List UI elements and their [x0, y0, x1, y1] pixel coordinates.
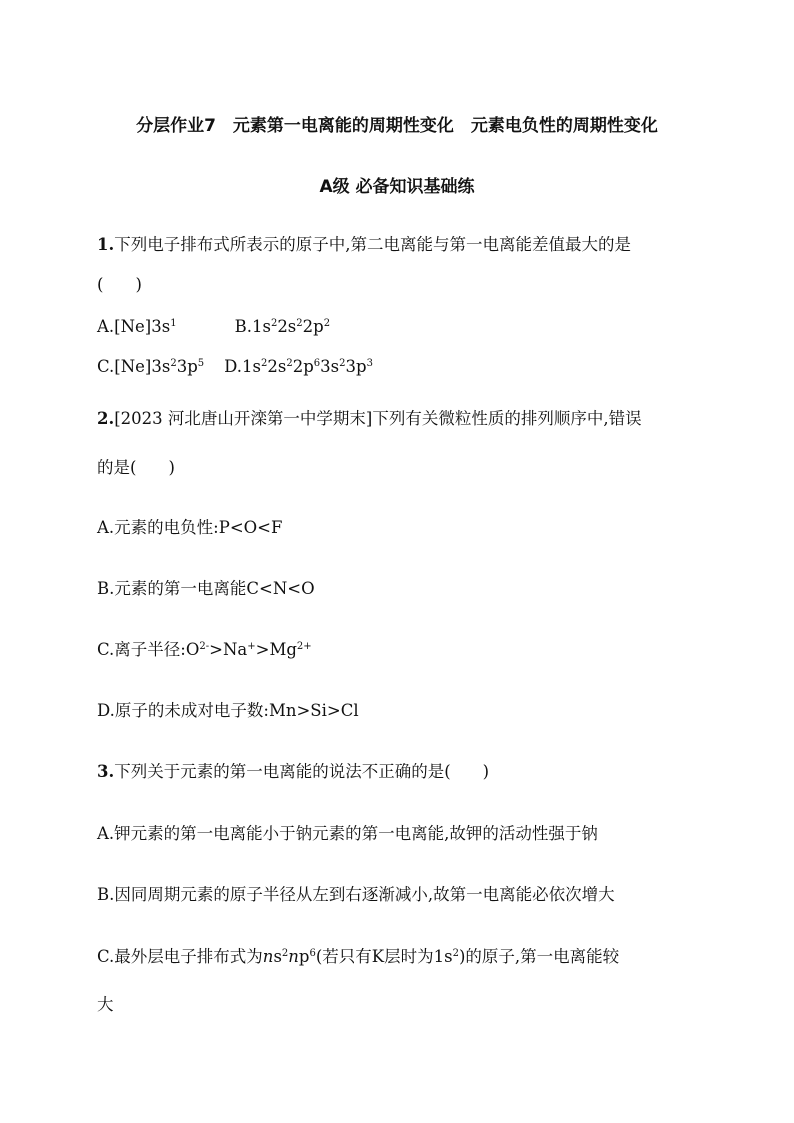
question-3-stem: 3.下列关于元素的第一电离能的说法不正确的是( ) [97, 762, 490, 781]
question-2-option-a: A.元素的电负性:P<O<F [97, 518, 283, 537]
question-2-stem [97, 408, 642, 430]
question-number: 3. [97, 762, 115, 781]
option-c: $C.[Ne]3s^23p^5$ [97, 357, 205, 376]
option-b: $B.1s^22s^22p^2$ [234, 317, 331, 336]
question-2-option-c: C.离子半径$:O^{2-}>Na^+>Mg^{2+}$ [97, 640, 312, 659]
question-1-options-row-1 [97, 316, 330, 338]
question-1-answer-bracket: ( ) [97, 275, 142, 294]
question-2-stem-continued: 的是( ) [97, 458, 175, 477]
question-1-stem [97, 234, 631, 256]
question-source: [2023 河北唐山开滦第一中学期末] [114, 409, 373, 428]
question-text: 下列电子排布式所表示的原子中,第二电离能与第一电离能差值最大的是 [114, 235, 631, 254]
question-3-option-c: C.最外层电子排布式为$ns^2np^6$(若只有K层时为$1s^2$)的原子,第一电离能较 [97, 947, 620, 966]
question-3-option-a: A.钾元素的第一电离能小于钠元素的第一电离能,故钾的活动性强于钠 [97, 824, 598, 843]
option-a: $A.[Ne]3s^1$ [97, 317, 177, 336]
question-text: 下列关于元素的第一电离能的说法不正确的是 [114, 762, 445, 781]
question-3-option-c-wrap: 大 [97, 995, 114, 1014]
question-text: 下列有关微粒性质的排列顺序中,错误 [372, 409, 642, 428]
question-2-option-d: D.原子的未成对电子数:Mn>Si>Cl [97, 701, 359, 720]
page-title: 分层作业7 元素第一电离能的周期性变化 元素电负性的周期性变化 [136, 116, 658, 136]
question-3-option-b: B.因同周期元素的原子半径从左到右逐渐减小,故第一电离能必依次增大 [97, 885, 615, 904]
question-1-options-row-2 [97, 356, 373, 378]
section-level-heading: A级 必备知识基础练 [319, 177, 475, 197]
question-number: 1. [97, 235, 115, 254]
question-2-option-b: B.元素的第一电离能C<N<O [97, 579, 315, 598]
question-number: 2. [97, 409, 115, 428]
option-d: $D.1s^22s^22p^63s^23p^3$ [224, 357, 373, 376]
